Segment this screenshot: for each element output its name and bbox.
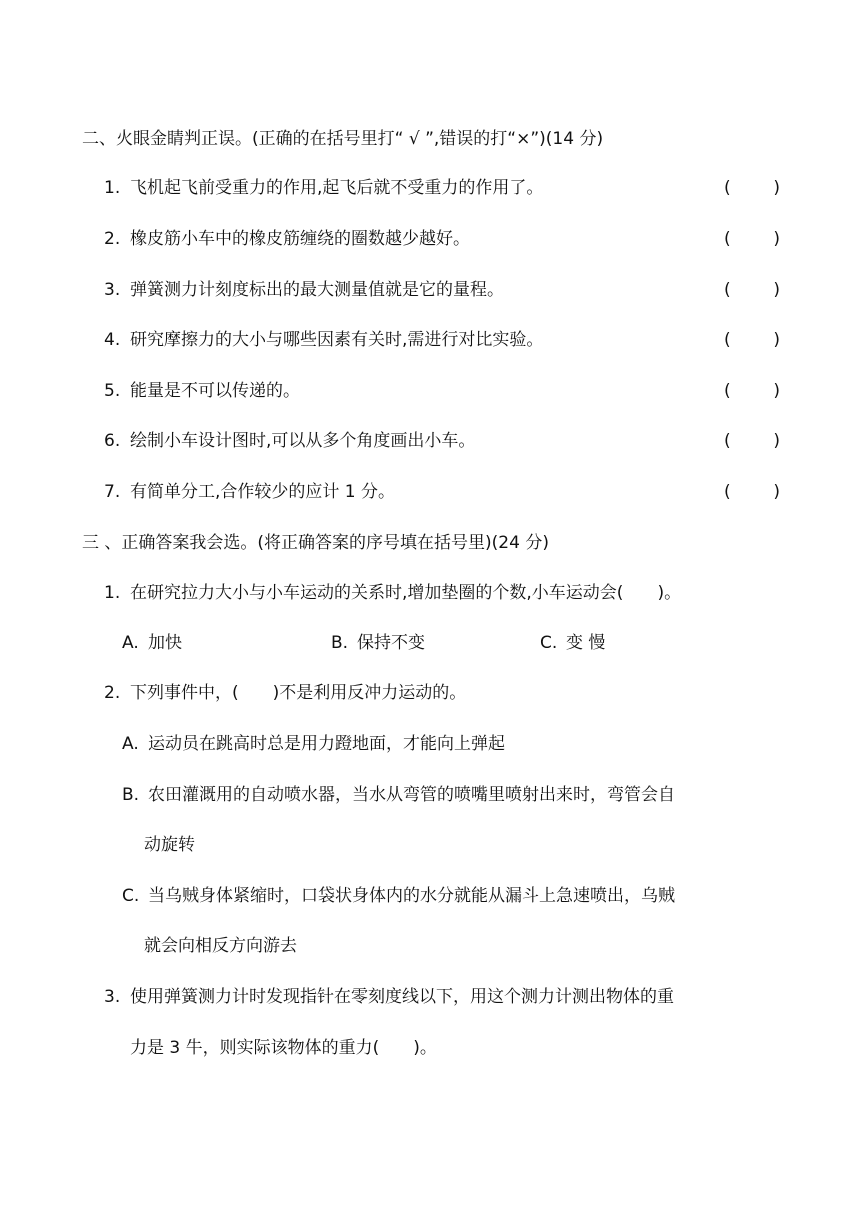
item-text: 飞机起飞前受重力的作用,起飞后就不受重力的作用了。 [130, 178, 544, 198]
choice-question-1 [104, 581, 681, 605]
item-number: 4. [104, 330, 121, 350]
option-text: 保持不变 [357, 633, 425, 653]
option-label: A. [122, 734, 139, 754]
q2-option-b-continuation: 动旋转 [144, 835, 195, 855]
question-number: 1. [104, 583, 121, 603]
option-label: B. [122, 785, 140, 805]
question-number: 2. [104, 683, 121, 703]
q1-option-a[interactable] [122, 631, 182, 655]
q3-continuation: 力是 3 牛，则实际该物体的重力( )。 [130, 1038, 437, 1058]
option-text: 变 慢 [566, 633, 606, 653]
q2-option-c-continuation: 就会向相反方向游去 [144, 936, 297, 956]
answer-parens[interactable]: ( ) [724, 431, 780, 451]
option-text: 农田灌溉用的自动喷水器，当水从弯管的喷嘴里喷射出来时，弯管会自 [148, 785, 675, 805]
q1-option-c[interactable] [540, 631, 605, 655]
judge-item-2 [104, 227, 784, 251]
option-text: 当乌贼身体紧缩时，口袋状身体内的水分就能从漏斗上急速喷出，乌贼 [148, 886, 675, 906]
item-text: 橡皮筋小车中的橡皮筋缠绕的圈数越少越好。 [130, 229, 470, 249]
option-label: B. [331, 633, 349, 653]
question-text: 下列事件中，( )不是利用反冲力运动的。 [130, 683, 467, 703]
option-label: C. [540, 633, 558, 653]
q2-option-c[interactable] [122, 884, 675, 908]
question-text: 使用弹簧测力计时发现指针在零刻度线以下，用这个测力计测出物体的重 [130, 987, 674, 1007]
answer-parens[interactable]: ( ) [724, 381, 780, 401]
judge-item-1 [104, 176, 784, 200]
item-number: 7. [104, 482, 121, 502]
answer-parens[interactable]: ( ) [724, 280, 780, 300]
section-3-title: 三 、正确答案我会选。(将正确答案的序号填在括号里)(24 分) [82, 533, 549, 553]
item-number: 1. [104, 178, 121, 198]
item-text: 研究摩擦力的大小与哪些因素有关时,需进行对比实验。 [130, 330, 544, 350]
answer-parens[interactable]: ( ) [724, 330, 780, 350]
section-2-title: 二、火眼金睛判正误。(正确的在括号里打“ √ ”,错误的打“×”)(14 分) [82, 129, 604, 149]
item-text: 有简单分工,合作较少的应计 1 分。 [130, 482, 396, 502]
item-text: 弹簧测力计刻度标出的最大测量值就是它的量程。 [130, 280, 504, 300]
item-number: 6. [104, 431, 121, 451]
judge-item-4 [104, 328, 784, 352]
item-number: 2. [104, 229, 121, 249]
question-number: 3. [104, 987, 121, 1007]
choice-question-2 [104, 681, 466, 705]
option-text: 运动员在跳高时总是用力蹬地面，才能向上弹起 [148, 734, 505, 754]
answer-parens[interactable]: ( ) [724, 482, 780, 502]
q2-option-b[interactable] [122, 783, 675, 807]
judge-item-6 [104, 429, 784, 453]
item-number: 3. [104, 280, 121, 300]
option-label: A. [122, 633, 139, 653]
judge-item-7 [104, 480, 784, 504]
answer-parens[interactable]: ( ) [724, 229, 780, 249]
q1-option-b[interactable] [331, 631, 425, 655]
option-label: C. [122, 886, 140, 906]
question-text: 在研究拉力大小与小车运动的关系时,增加垫圈的个数,小车运动会( )。 [130, 583, 682, 603]
choice-question-3 [104, 985, 674, 1009]
q2-option-a[interactable] [122, 732, 505, 756]
answer-parens[interactable]: ( ) [724, 178, 780, 198]
option-text: 加快 [148, 633, 182, 653]
judge-item-3 [104, 278, 784, 302]
item-text: 绘制小车设计图时,可以从多个角度画出小车。 [130, 431, 476, 451]
judge-item-5 [104, 379, 784, 403]
item-number: 5. [104, 381, 121, 401]
item-text: 能量是不可以传递的。 [130, 381, 300, 401]
